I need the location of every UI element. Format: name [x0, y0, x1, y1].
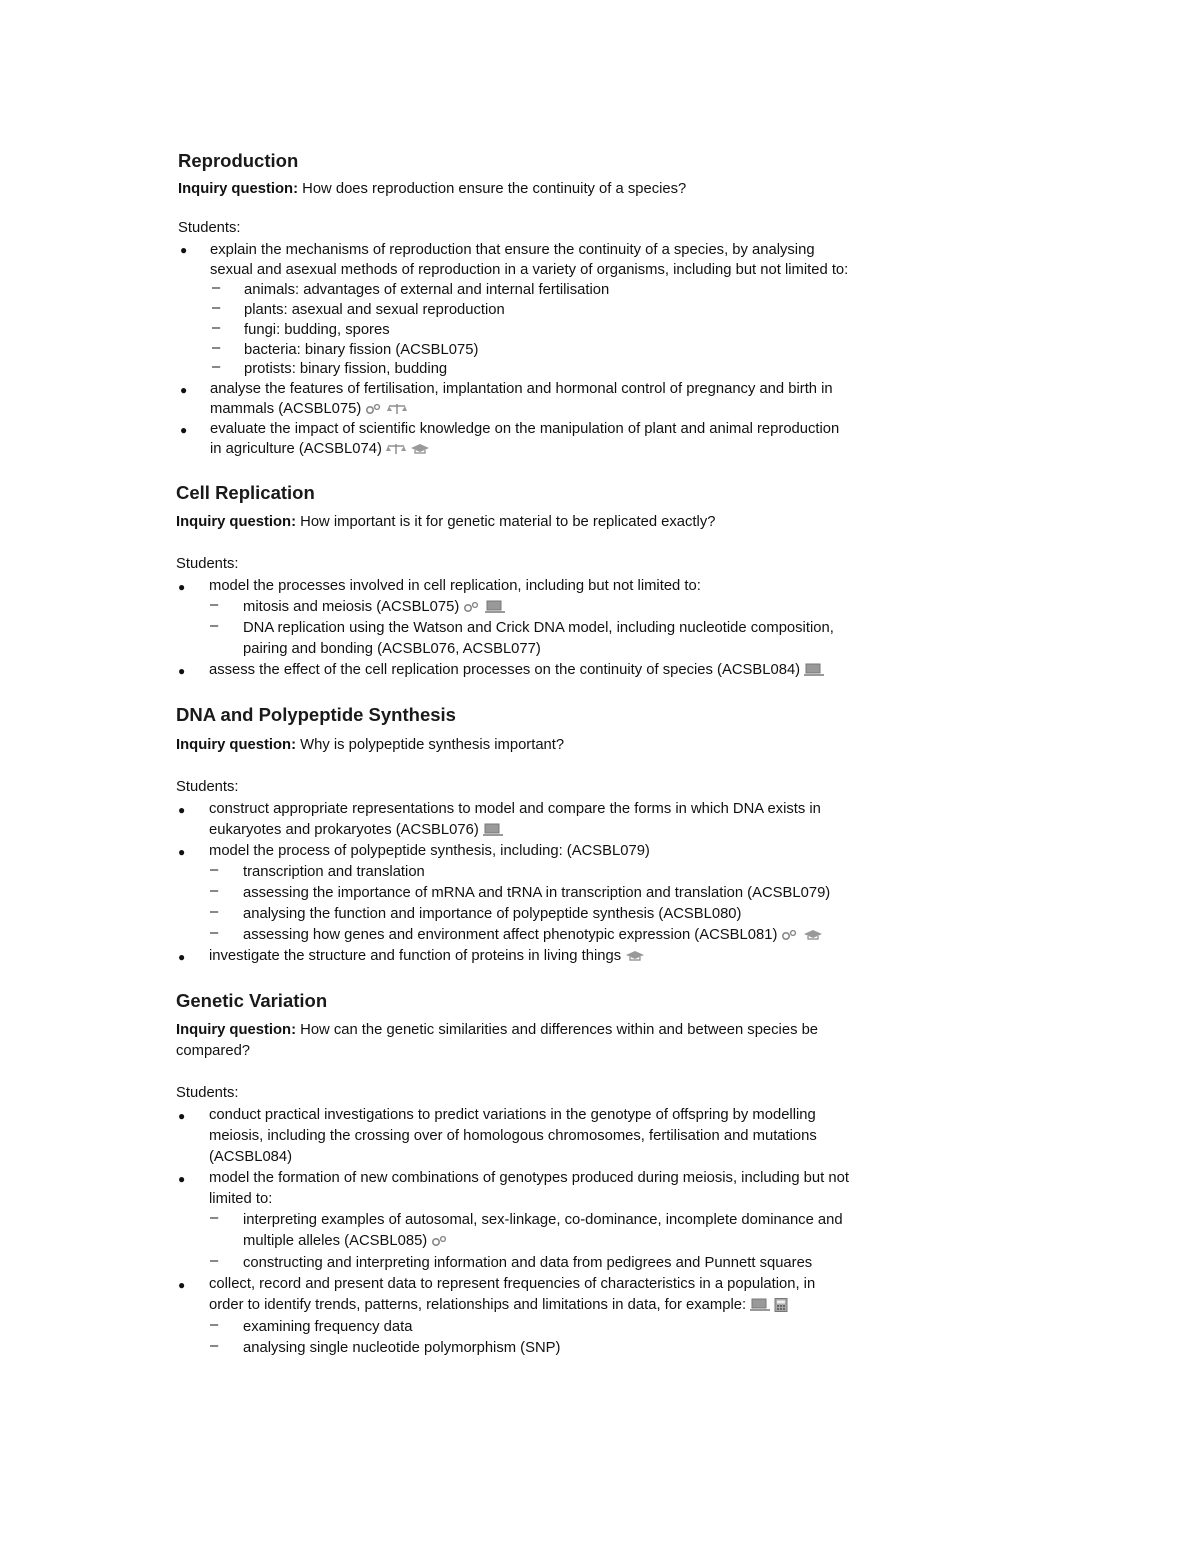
list-item-text: assessing how genes and environment affect phenotypic expression (ACSBL081) [243, 927, 778, 943]
section-title: Reproduction [178, 150, 299, 171]
dash-icon: – [210, 597, 219, 613]
bullet-icon: ● [178, 1172, 186, 1186]
list-item-continuation: meiosis, including the crossing over of homologous chromosomes, fertilisation and mutations [209, 1128, 817, 1144]
ethical-scales-icon [386, 443, 406, 455]
sub-list-item: interpreting examples of autosomal, sex-linkage, co-dominance, incomplete dominance and [243, 1212, 843, 1228]
list-item: analyse the features of fertilisation, implantation and hormonal control of pregnancy and birth in [210, 381, 833, 397]
inquiry-question [176, 1020, 818, 1041]
section-title: DNA and Polypeptide Synthesis [176, 704, 456, 725]
dash-icon: – [210, 904, 219, 920]
students-label: Students: [176, 556, 239, 572]
calculator-icon [774, 1298, 788, 1312]
list-item-continuation [209, 1295, 788, 1315]
list-item: conduct practical investigations to predict variations in the genotype of offspring by modelling [209, 1107, 816, 1123]
sub-list-item: protists: binary fission, budding [244, 361, 448, 377]
list-item-continuation: sexual and asexual methods of reproduction in a variety of organisms, including but not limited to: [210, 262, 849, 278]
sub-list-item: fungi: budding, spores [244, 322, 390, 338]
computer-icon [483, 823, 503, 837]
graduation-cap-icon [410, 443, 430, 455]
section-title: Genetic Variation [176, 990, 328, 1011]
sub-list-item: plants: asexual and sexual reproduction [244, 302, 505, 318]
ethical-scales-icon [387, 403, 407, 415]
list-item-text: assess the effect of the cell replication processes on the continuity of species (ACSBL084) [209, 662, 801, 678]
computer-icon [485, 600, 505, 614]
sub-list-item: bacteria: binary fission (ACSBL075) [244, 342, 479, 358]
list-item: model the formation of new combinations of genotypes produced during meiosis, including but not [209, 1170, 849, 1186]
computer-icon [804, 663, 824, 677]
bullet-icon: ● [180, 423, 188, 437]
students-label: Students: [176, 779, 239, 795]
list-item-continuation [210, 439, 430, 459]
graduation-cap-icon [625, 950, 645, 962]
list-item-text: in agriculture (ACSBL074) [210, 441, 382, 457]
list-item: explain the mechanisms of reproduction that ensure the continuity of a species, by analysing [210, 242, 815, 258]
list-item-text: multiple alleles (ACSBL085) [243, 1233, 428, 1249]
dash-icon: – [212, 320, 221, 336]
inquiry-text: Why is polypeptide synthesis important? [296, 737, 565, 753]
gears-icon [365, 403, 383, 415]
students-label: Students: [178, 220, 241, 236]
list-item-text: mitosis and meiosis (ACSBL075) [243, 599, 460, 615]
list-item [209, 660, 824, 680]
sub-list-item: DNA replication using the Watson and Crick DNA model, including nucleotide composition, [243, 620, 834, 636]
bullet-icon: ● [178, 950, 186, 964]
dash-icon: – [210, 1338, 219, 1354]
sub-list-item-continuation [243, 1231, 449, 1251]
list-item: construct appropriate representations to model and compare the forms in which DNA exists in [209, 801, 821, 817]
list-item: model the process of polypeptide synthesis, including: (ACSBL079) [209, 843, 650, 859]
inquiry-label: Inquiry question: [178, 181, 299, 197]
dash-icon: – [210, 925, 219, 941]
dash-icon: – [212, 340, 221, 356]
list-item-continuation: limited to: [209, 1191, 273, 1207]
list-item: collect, record and present data to represent frequencies of characteristics in a population, in [209, 1276, 816, 1292]
gears-icon [463, 601, 481, 613]
dash-icon: – [210, 1317, 219, 1333]
sub-list-item: analysing single nucleotide polymorphism (SNP) [243, 1340, 561, 1356]
inquiry-question [176, 735, 564, 756]
list-item-text: mammals (ACSBL075) [210, 401, 362, 417]
inquiry-question [176, 512, 715, 533]
list-item-text: order to identify trends, patterns, relationships and limitations in data, for example: [209, 1297, 747, 1313]
inquiry-text: How does reproduction ensure the continuity of a species? [298, 181, 687, 197]
sub-list-item [243, 925, 823, 945]
graduation-cap-icon [803, 929, 823, 941]
inquiry-question-continuation: compared? [176, 1043, 251, 1059]
sub-list-item: transcription and translation [243, 864, 425, 880]
list-item-continuation: (ACSBL084) [209, 1149, 293, 1165]
gears-icon [781, 929, 799, 941]
inquiry-label: Inquiry question: [176, 737, 297, 753]
sub-list-item: assessing the importance of mRNA and tRNA in transcription and translation (ACSBL079) [243, 885, 831, 901]
inquiry-question [178, 179, 686, 200]
bullet-icon: ● [178, 845, 186, 859]
sub-list-item: constructing and interpreting information and data from pedigrees and Punnett squares [243, 1255, 813, 1271]
sub-list-item-continuation: pairing and bonding (ACSBL076, ACSBL077) [243, 641, 541, 657]
dash-icon: – [212, 280, 221, 296]
dash-icon: – [212, 300, 221, 316]
bullet-icon: ● [178, 1278, 186, 1292]
list-item: evaluate the impact of scientific knowledge on the manipulation of plant and animal reproduction [210, 421, 840, 437]
list-item: model the processes involved in cell replication, including but not limited to: [209, 578, 701, 594]
list-item-continuation [210, 399, 407, 419]
sub-list-item: analysing the function and importance of polypeptide synthesis (ACSBL080) [243, 906, 742, 922]
dash-icon: – [210, 618, 219, 634]
sub-list-item: examining frequency data [243, 1319, 413, 1335]
gears-icon [431, 1235, 449, 1247]
sub-list-item: animals: advantages of external and internal fertilisation [244, 282, 610, 298]
computer-icon [750, 1298, 770, 1312]
bullet-icon: ● [178, 664, 186, 678]
bullet-icon: ● [180, 383, 188, 397]
inquiry-label: Inquiry question: [176, 1022, 297, 1038]
bullet-icon: ● [178, 1109, 186, 1123]
list-item-text: investigate the structure and function of proteins in living things [209, 948, 622, 964]
dash-icon: – [210, 883, 219, 899]
inquiry-text: How important is it for genetic material to be replicated exactly? [296, 514, 716, 530]
bullet-icon: ● [178, 803, 186, 817]
dash-icon: – [212, 359, 221, 375]
dash-icon: – [210, 862, 219, 878]
inquiry-label: Inquiry question: [176, 514, 297, 530]
bullet-icon: ● [178, 580, 186, 594]
list-item-continuation [209, 820, 503, 840]
students-label: Students: [176, 1085, 239, 1101]
dash-icon: – [210, 1210, 219, 1226]
list-item-text: eukaryotes and prokaryotes (ACSBL076) [209, 822, 479, 838]
sub-list-item [243, 597, 505, 617]
list-item [209, 946, 645, 966]
bullet-icon: ● [180, 243, 188, 257]
dash-icon: – [210, 1253, 219, 1269]
section-title: Cell Replication [176, 482, 315, 503]
inquiry-text: How can the genetic similarities and differences within and between species be [296, 1022, 819, 1038]
